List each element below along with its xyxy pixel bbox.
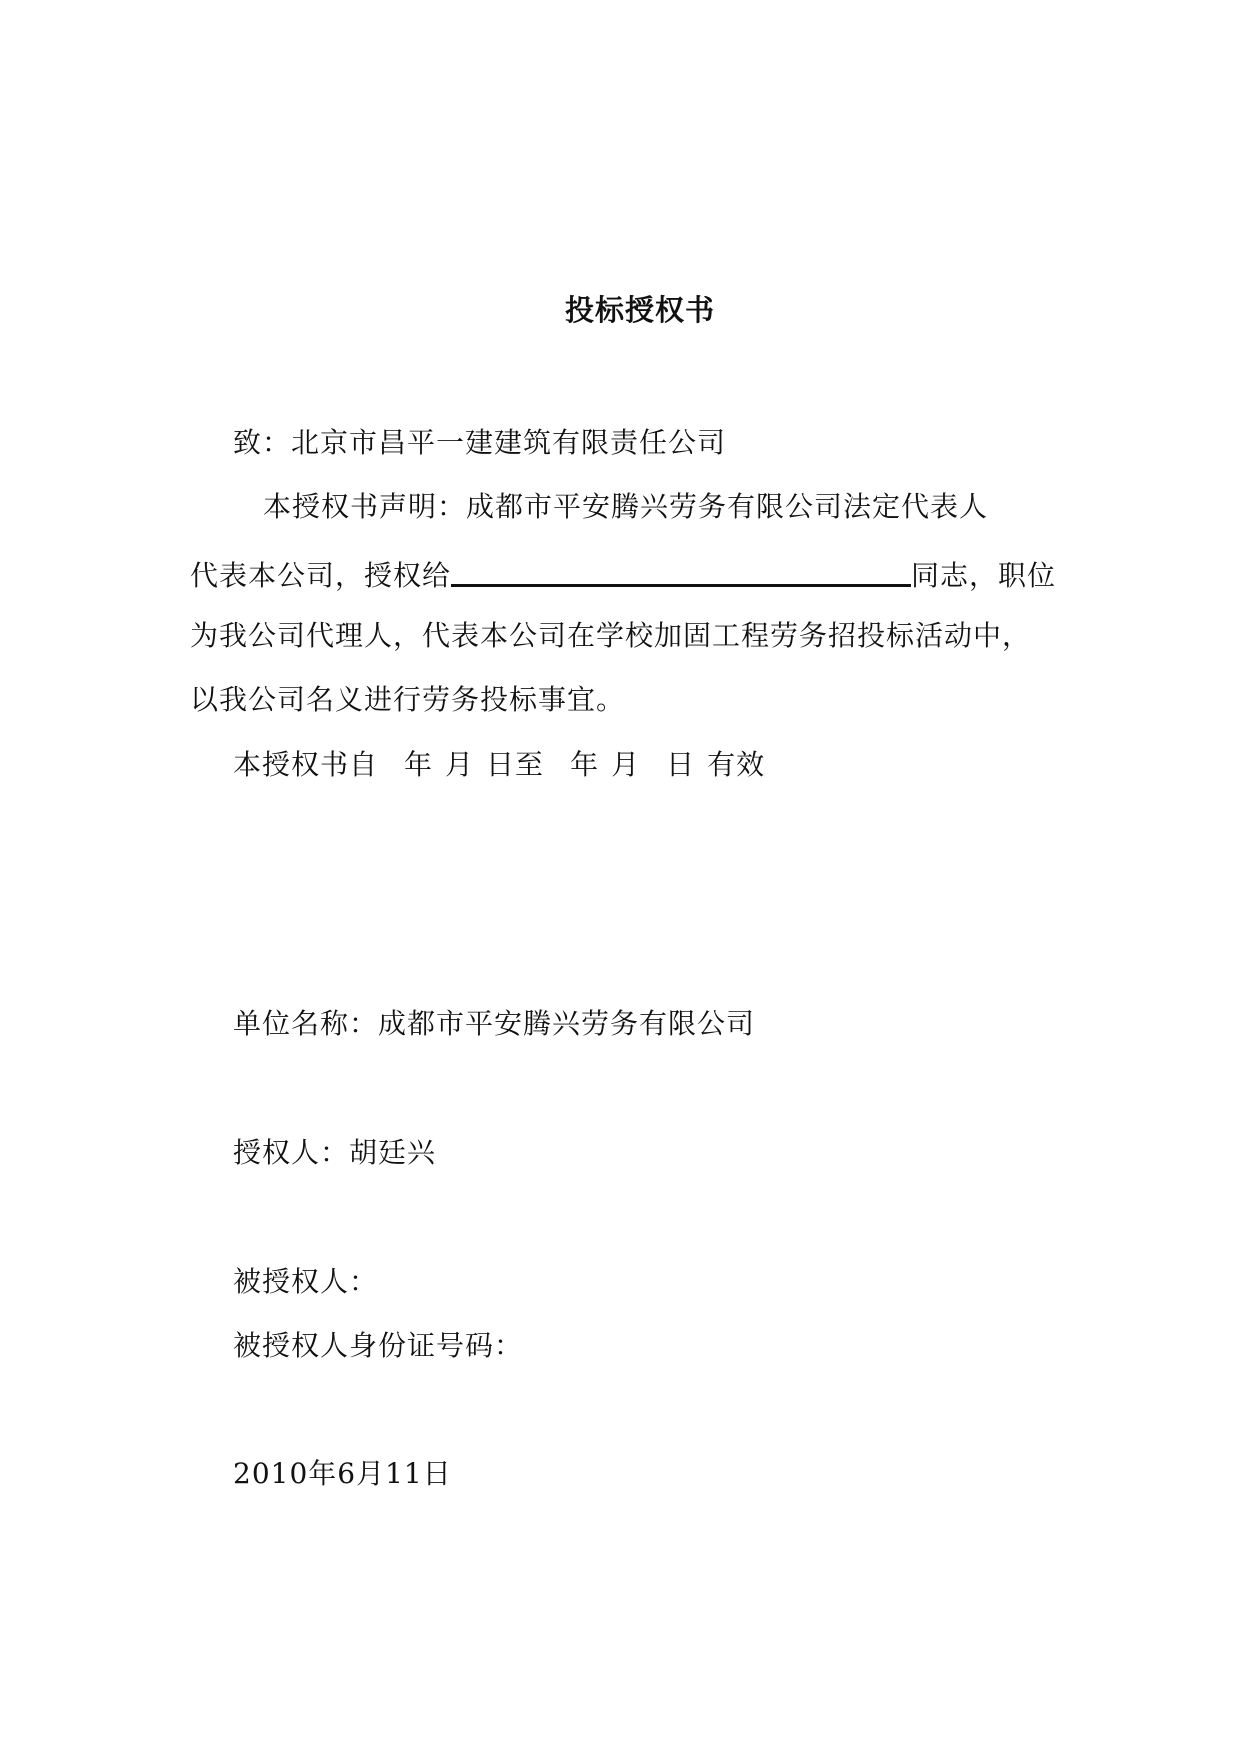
body-line-2-before: 代表本公司，授权给	[190, 559, 452, 592]
validity-prefix: 本授权书自	[233, 748, 379, 781]
body-line-3: 为我公司代理人，代表本公司在学校加固工程劳务招投标活动中，	[190, 619, 1032, 652]
salutation: 致：北京市昌平一建建筑有限责任公司	[233, 426, 727, 459]
validity-day-end: 日	[666, 748, 696, 781]
document-title: 投标授权书	[564, 293, 715, 327]
validity-year-start: 年	[404, 748, 434, 781]
body-line-4: 以我公司名义进行劳务投标事宜。	[190, 683, 626, 716]
body-line-2-after: 同志，职位	[911, 559, 1057, 592]
document-date: 2010年6月11日	[233, 1457, 452, 1490]
body-line-1: 本授权书声明：成都市平安腾兴劳务有限公司法定代表人	[263, 490, 989, 523]
authorizer: 授权人：胡廷兴	[233, 1136, 437, 1169]
validity-year-end: 年	[570, 748, 600, 781]
validity-month-end: 月	[611, 748, 641, 781]
authorized-person-id: 被授权人身份证号码：	[233, 1329, 524, 1362]
authorized-person: 被授权人：	[233, 1265, 379, 1298]
unit-name: 单位名称：成都市平安腾兴劳务有限公司	[233, 1007, 756, 1040]
body-line-2	[190, 556, 1056, 593]
validity-day-start: 日至	[486, 748, 545, 781]
authorized-name-blank	[451, 556, 911, 587]
validity-suffix: 有效	[707, 748, 766, 781]
validity-month-start: 月	[445, 748, 475, 781]
validity-line	[233, 748, 765, 782]
